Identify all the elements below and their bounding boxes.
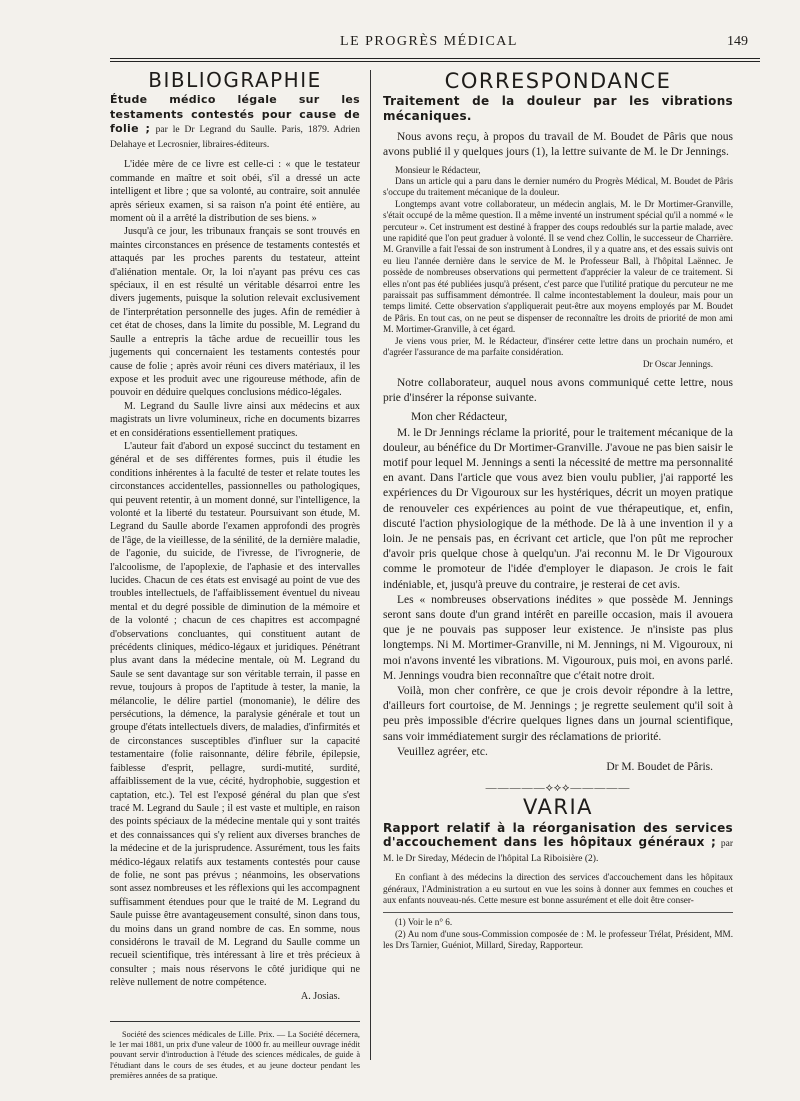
correspondance-article-title: Traitement de la douleur par les vibrations mécaniques. [383, 94, 733, 123]
footnote: (2) Au nom d'une sous-Commission composée de : M. le professeur Trélat, Président, MM. les Drs Tarnier, Guéniot, Millard, Sireday, Rapporteur. [383, 928, 733, 951]
reply-salutation: Mon cher Rédacteur, [411, 411, 508, 424]
running-header [110, 34, 748, 54]
varia-article-title: Rapport relatif à la réorganisation des services d'accouchement dans les hôpitaux généraux ; [383, 820, 733, 850]
jennings-letter [383, 165, 733, 370]
bibliographie-article-head [110, 93, 360, 152]
left-column [110, 70, 360, 1081]
jennings-paragraph: Dans un article qui a paru dans le dernier numéro du Progrès Médical, M. Boudet de Pâris s'occupe du traitement mécanique de la douleur. [383, 176, 733, 198]
footnote: (1) Voir le n° 6. [395, 917, 453, 928]
varia-article-byline: par M. le Dr Sireday, Médecin de l'hôpital La Riboisière (2). [383, 839, 734, 864]
reply-paragraph: M. le Dr Jennings réclame la priorité, pour le traitement mécanique de la douleur, au bénéfice du Dr Mortimer-Granville. J'avoue ne pas bien saisir le motif pour lequel M. Jennings a senti la nécessité de mettre ma personnalité en avant. Dans l'article que vous avez bien voulu publier, j'ai rapporté les expériences du Dr Vigouroux sur les hystériques, décrit un moyen pratique de renouveler ces expériences au point de vue thérapeutique, et, enfin, discuté l'action physiologique de la méthode. De là à une invention il y a loin. Je ne pensais pas, en écrivant cet article, que l'on pût me reprocher d'avoir pris quelque chose à quelqu'un. J'ai reconnu M. le Dr Vigouroux comme le promoteur de l'idée d'employer le diapason. Je crois le fait indéniable, et, jusqu'à preuve du contraire, je resterai de cet avis. [383, 426, 733, 591]
correspondance-intro: Nous avons reçu, à propos du travail de M. Boudet de Pâris que nous avons publié il y quelques jours (1), la lettre suivante de M. le Dr Jennings. [383, 131, 733, 159]
jennings-salutation: Monsieur le Rédacteur, [395, 164, 481, 175]
header-rule-thin [110, 61, 760, 62]
varia-paragraph: En confiant à des médecins la direction des services d'accouchement dans les hôpitaux généraux, l'Administration a eu surtout en vue les soins à donner aux femmes en couches et aux enfants nouveau-nés. Cette mesure est bonne assurément et elle doit être conser- [383, 872, 733, 905]
bibliographie-paragraph: L'auteur fait d'abord un exposé succinct du testament en général et de ses différentes formes, puis il étudie les conditions inhérentes à la faculté de tester et relate toutes les circonstances accidentelles, passionnelles ou pathologiques, qui peuvent retentir, à un moment donné, sur l'intelligence, la volonté et la liberté du testateur. Poursuivant son étude, M. Legrand du Saulle aborde l'examen approfondi des progrès de l'âge, de la vieillesse, de la sénilité, de la dernière maladie, de l'agonie, du suicide, de l'ivresse, de l'ivrognerie, de l'alcoolisme, de l'apoplexie, de l'aphasie et des intervalles lucides. Chacun de ces états est envisagé au point de vue des troubles intellectuels, de l'affaiblissement éventuel du niveau mental et du degré possible de diminution de la mémoire et de la volonté ; chacun de ces chapitres est accompagné d'observations concluantes, qui constituent autant de précédents cliniques, médico-légaux et juridiques. Pénétrant plus avant dans la médecine mentale, où M. Legrand du Saule se sent davantage sur son véritable terrain, il passe en revue, toujours à propos de l'aptitude à tester, la manie, la mélancolie, le délire partiel (monomanie), le délire des persécutions, la démence, la paralysie générale et tout un groupe d'états intellectuels divers, de maladies, d'infirmités et de circonstances susceptibles d'influer sur la capacité testamentaire (folie raisonnante, délire fébrile, épilepsie, faiblesse d'esprit, pellagre, surdi-mutité, surdité, affaiblissement de la vue, cécité, hydrophobie, suggestion et captation, etc.). Tel est l'exposé général du plan que s'est tracé M. Legrand du Saule ; il est vaste et multiple, en raison des points spéciaux de la médecine mentale qui y sont traités et des connaissances qui s'y relient aux diverses branches de la médecine et de la jurisprudence. Assurément, tous les faits médico-légaux relatifs aux testaments contestés pour cause de folie, ne sont pas prévus ; néanmoins, les observations sont assez nombreuses et les réflexions qui les accompagnent suffisamment étendues pour que le traité de M. Legrand du Saule puisse être avantageusement consulté, sinon dans tous, du moins dans un grand nombre de cas. En somme, nous considérons le travail de M. Legrand du Saulle comme un recueil scientifique, très intéressant à lire et très précieux à consulter ; mais nous réservons le côté juridique qui ne relève nullement de notre compétence. [110, 440, 360, 989]
jennings-paragraph: Longtemps avant votre collaborateur, un médecin anglais, M. le Dr Mortimer-Granville, s'était occupé de la même question. Il a même inventé un instrument spécial qu'il a nommé « le percuteur ». Cet instrument est destiné à frapper des coups redoublés sur la partie malade, avec une rapidité que l'on peut graduer à volonté. Il se vend chez Collin, le successeur de Charrière. M. Granville a fait l'essai de son instrument à Londres, il y a quatre ans, et des essais suivis ont eu lieu l'année dernière dans le service de M. le Professeur Ball, à l'hôpital Laënnec. Je possède de nombreuses observations qui permettent d'apprécier la valeur de ce traitement. Si elles n'ont pas été publiées jusqu'à présent, c'est parce que l'utilité pratique du percuteur ne me paraissait pas suffisamment démontrée. Il calme incontestablement la douleur, mais pour un temps limité. Cette observation s'appliquerait peut-être aux moyens employés par M. Boudet de Pâris. En tout cas, on ne peut se dispenser de reconnaître les droits de priorité de mon ami M. Mortimer-Granville, à cet égard. [383, 198, 733, 335]
journal-title: LE PROGRÈS MÉDICAL [340, 34, 518, 49]
varia-heading: VARIA [522, 795, 594, 820]
column-divider [370, 70, 371, 1060]
reply-paragraph: Voilà, mon cher confrère, ce que je crois devoir répondre à la lettre, d'ailleurs fort courtoise, de M. Jennings ; je regrette seulement qu'il soit à peu près impossible d'écrire quelques lignes dans un journal scientifique, sans voir immédiatement surgir des réclamations de priorité. [383, 684, 733, 743]
correspondance-heading: CORRESPONDANCE [444, 69, 672, 93]
reply-paragraph: Les « nombreuses observations inédites » que possède M. Jennings seront sans doute d'un grand intérêt en pareille occasion, mais il avouera que je ne pouvais pas supposer leur existence. Je n'insiste pas plus longtemps. Ni M. Mortimer-Granville, ni M. Jennings, ni M. Vigouroux, ni moi n'avons inventé les vibrations. M. Vigouroux, puis moi, en avons parlé. M. Jennings voudra bien reconnaître que c'était notre droit. [383, 593, 733, 682]
bibliographie-paragraph: M. Legrand du Saulle livre ainsi aux médecins et aux magistrats un livre volumineux, riche en documents bizarres et en considérations essentiellement pratiques. [110, 400, 360, 439]
right-column [383, 70, 733, 952]
prize-notice-text: Société des sciences médicales de Lille. Prix. — La Société décernera, le 1er mai 1881, un prix d'une valeur de 1000 fr. au meilleur ouvrage inédit pouvant servir d'introduction à l'étude des sciences médicales, de guide à l'étudiant dans le cours de ses études, et au jeune docteur pendant les premières années de sa pratique. [110, 1030, 360, 1080]
prize-notice [110, 1021, 360, 1081]
jennings-signature: Dr Oscar Jennings. [642, 358, 713, 369]
correspondance-article-head [383, 95, 733, 124]
bibliographie-signature: A. Josias. [300, 990, 340, 1002]
bibliographie-article-byline: par le Dr Legrand du Saulle. Paris, 1879. Adrien Delahaye et Lecrosnier, libraires-éditeurs. [110, 125, 360, 150]
bibliographie-paragraph: L'idée mère de ce livre est celle-ci : « que le testateur commande en maître et soit obéi, s'il a dressé un acte intelligent et libre ; que sa volonté, au contraire, soit annulée après sérieux examen, si sa raison n'a point été entière, au moment où il a arrêté la distribution de ses biens. » [110, 159, 360, 225]
reply-intro: Notre collaborateur, auquel nous avons communiqué cette lettre, nous prie d'insérer la réponse suivante. [383, 376, 733, 405]
reply-paragraph: Veuillez agréer, etc. [397, 745, 488, 758]
bibliographie-paragraph: Jusqu'à ce jour, les tribunaux français se sont trouvés en maintes circonstances en présence de testaments contestés et attaqués par les proches parents du testateur, atteint d'aliénation mentale. Or, la loi n'ayant pas prévu ces cas spéciaux, il en est résulté un véritable désarroi entre les divers jugements, puisque la solution relevait exclusivement de l'interprétation personnelle des juges. Afin de remédier à cet état de choses, dans la limite du possible, M. Legrand du Saulle a entrepris la tâche ardue de recueillir tous les jugements qui concernaient les testaments contestés pour cause de folie ; après avoir réuni ces divers matériaux, il les expose et les produit avec une rigoureuse méthode, afin de pouvoir en déduire quelques conclusions médico-légales. [110, 226, 360, 399]
bibliographie-article-title: Étude médico légale sur les testaments contestés pour cause de folie ; [110, 93, 360, 136]
varia-article-head [383, 822, 733, 867]
bibliographie-heading: BIBLIOGRAPHIE [148, 68, 322, 92]
reply-signature: Dr M. Boudet de Pâris. [606, 761, 713, 773]
header-rule-thick [110, 58, 760, 59]
section-ornament: —————⟡⟡⟡————— [485, 782, 631, 795]
page-number: 149 [727, 34, 748, 49]
footnotes [383, 912, 733, 951]
jennings-paragraph: Je viens vous prier, M. le Rédacteur, d'insérer cette lettre dans un prochain numéro, et d'agréer l'assurance de ma parfaite considération. [383, 335, 733, 358]
varia-body [383, 872, 733, 906]
